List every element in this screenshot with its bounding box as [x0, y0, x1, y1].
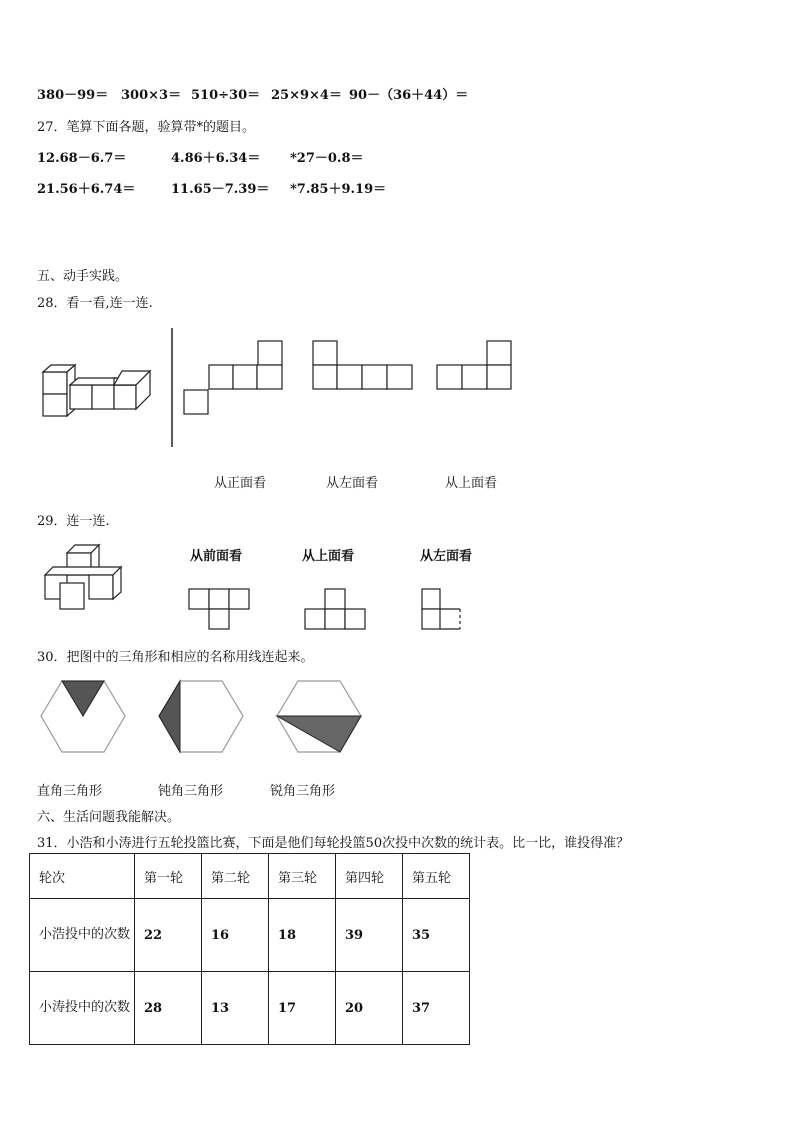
q29-title: 29．连一连.: [37, 514, 110, 529]
q29-cube-figure: [45, 545, 121, 609]
table-header-cell: 轮次: [30, 854, 135, 899]
table-row-label: 小浩投中的次数: [30, 899, 135, 972]
table-row-label: 小涛投中的次数: [30, 972, 135, 1045]
q29-label-front: 从前面看: [190, 549, 243, 564]
q29-view-left: [422, 589, 460, 629]
q30-title: 30．把图中的三角形和相应的名称用线连起来。: [37, 650, 314, 665]
q27-title: 27．笔算下面各题，验算带*的题目。: [37, 120, 256, 135]
q28-label-top: 从上面看: [445, 476, 498, 491]
q28-cube-figure: [43, 365, 150, 416]
mental-math-1: 380－99＝: [37, 88, 109, 103]
q29-label-left: 从左面看: [420, 549, 473, 564]
q28-view-a: [184, 341, 282, 414]
table-cell: 28: [135, 972, 202, 1045]
mental-math-3: 510÷30＝: [191, 88, 261, 103]
q27-r2-b: 11.65－7.39＝: [171, 182, 270, 197]
q28-title: 28．看一看,连一连.: [37, 296, 153, 311]
q31-stats-table: [29, 853, 470, 1045]
section-5-heading: 五、动手实践。: [37, 269, 129, 284]
q27-r1-a: 12.68－6.7＝: [37, 151, 127, 166]
q28-view-c: [437, 341, 511, 389]
table-header-row: [30, 854, 470, 899]
table-cell: 35: [403, 899, 470, 972]
q29-label-top: 从上面看: [302, 549, 355, 564]
section-6-heading: 六、生活问题我能解决。: [37, 810, 181, 825]
mental-math-2: 300×3＝: [121, 88, 182, 103]
table-cell: 22: [135, 899, 202, 972]
mental-math-4: 25×9×4＝: [271, 88, 342, 103]
table-header-cell: 第三轮: [269, 854, 336, 899]
q27-r1-b: 4.86＋6.34＝: [171, 151, 261, 166]
q31-title: 31．小浩和小涛进行五轮投篮比赛，下面是他们每轮投篮50次投中次数的统计表。比一比，谁投得准？: [37, 836, 630, 851]
table-cell: 13: [202, 972, 269, 1045]
table-cell: 18: [269, 899, 336, 972]
table-cell: 20: [336, 972, 403, 1045]
q27-r2-a: 21.56＋6.74＝: [37, 182, 136, 197]
q30-hexagon-1: [41, 681, 125, 752]
table-header-cell: 第四轮: [336, 854, 403, 899]
table-header-cell: 第二轮: [202, 854, 269, 899]
table-cell: 17: [269, 972, 336, 1045]
table-header-cell: 第五轮: [403, 854, 470, 899]
table-cell: 16: [202, 899, 269, 972]
q28-view-b: [313, 341, 412, 389]
q30-hexagon-3: [277, 681, 361, 752]
table-cell: 37: [403, 972, 470, 1045]
table-cell: 39: [336, 899, 403, 972]
table-row: [30, 972, 470, 1045]
q28-label-left: 从左面看: [326, 476, 379, 491]
mental-math-5: 90－（36＋44）＝: [349, 88, 469, 103]
q28-label-front: 从正面看: [214, 476, 267, 491]
q27-r1-c: *27－0.8＝: [290, 151, 364, 166]
q29-view-front: [189, 589, 249, 629]
table-row: [30, 899, 470, 972]
q30-hexagon-2: [159, 681, 243, 752]
q30-label-acute: 锐角三角形: [270, 784, 336, 799]
q27-r2-c: *7.85＋9.19＝: [290, 182, 387, 197]
q30-label-obtuse: 钝角三角形: [158, 784, 224, 799]
q30-label-right: 直角三角形: [37, 784, 103, 799]
table-header-cell: 第一轮: [135, 854, 202, 899]
q29-view-top: [305, 589, 365, 629]
